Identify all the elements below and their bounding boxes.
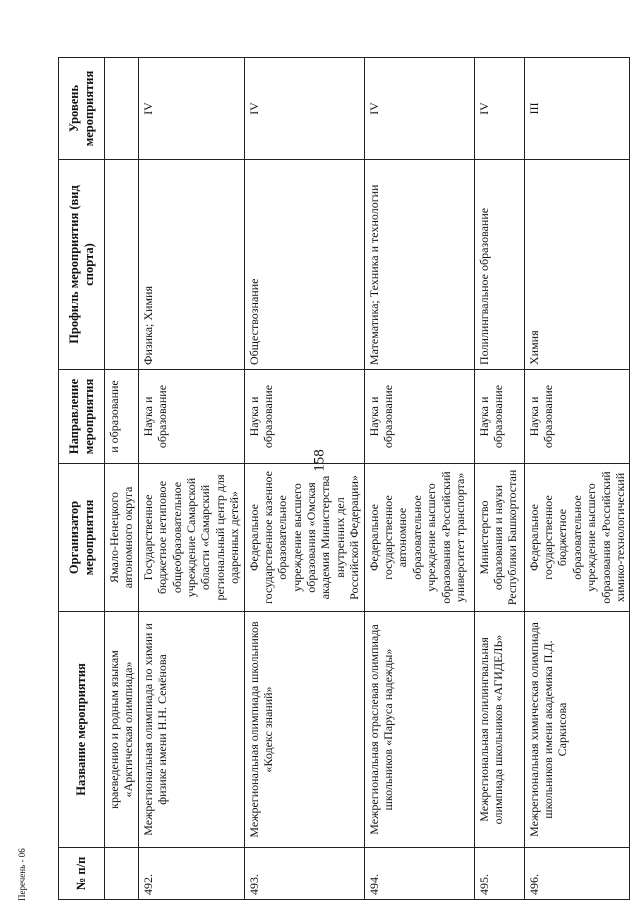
cell-level: IV bbox=[244, 58, 364, 160]
cell-level: III bbox=[524, 58, 630, 160]
table-region bbox=[58, 58, 627, 900]
cell-direction: Наука и образование bbox=[244, 370, 364, 464]
cell-profile: Полилингвальное образование bbox=[474, 160, 524, 370]
cell-number: 493. bbox=[244, 848, 364, 900]
header-level: Уровень мероприятия bbox=[59, 58, 105, 160]
header-profile: Профиль мероприятия (вид спорта) bbox=[59, 160, 105, 370]
header-organizer: Организатор мероприятия bbox=[59, 464, 105, 612]
table-row bbox=[364, 58, 474, 900]
table-row bbox=[524, 58, 630, 900]
cell-profile: Обществознание bbox=[244, 160, 364, 370]
header-number: № п/п bbox=[59, 848, 105, 900]
cell-number: 494. bbox=[364, 848, 474, 900]
cell-direction: Наука и образование bbox=[364, 370, 474, 464]
cell-event-name: Межрегиональная отраслевая олимпиада школьников «Паруса надежды» bbox=[364, 612, 474, 848]
table-row-continuation bbox=[105, 58, 139, 900]
table-row bbox=[244, 58, 364, 900]
cell-event-name: Межрегиональная полилингвальная олимпиада школьников «АГИДЕЛЬ» bbox=[474, 612, 524, 848]
cell-level: IV bbox=[364, 58, 474, 160]
cell-organizer: Федеральное государственное автономное образовательное учреждение высшего образования «Российский университет транспорта» bbox=[364, 464, 474, 612]
cell-event-name: Межрегиональная олимпиада школьников «Кодекс знаний» bbox=[244, 612, 364, 848]
header-event-name: Название мероприятия bbox=[59, 612, 105, 848]
cell-direction: Наука и образование bbox=[474, 370, 524, 464]
rotated-table-container bbox=[58, 58, 627, 900]
cell-profile: Математика; Техника и технологии bbox=[364, 160, 474, 370]
cell-organizer: Федеральное государственное бюджетное образовательное учреждение высшего образования «Российский химико-технологический bbox=[524, 464, 630, 612]
cell-direction: и образование bbox=[105, 370, 139, 464]
cell-level bbox=[105, 58, 139, 160]
header-direction: Направление мероприятия bbox=[59, 370, 105, 464]
table-row bbox=[138, 58, 244, 900]
cell-direction: Наука и образование bbox=[524, 370, 630, 464]
cell-profile: Химия bbox=[524, 160, 630, 370]
cell-level: IV bbox=[138, 58, 244, 160]
cell-organizer: Федеральное государственное казенное образовательное учреждение высшего образования «Омская академия Министерства внутренних дел Российской Федерации» bbox=[244, 464, 364, 612]
cell-organizer: Министерство образования и науки Республики Башкортостан bbox=[474, 464, 524, 612]
page-number: 158 bbox=[311, 449, 328, 472]
table-header-row bbox=[59, 58, 105, 900]
cell-direction: Наука и образование bbox=[138, 370, 244, 464]
footer-note: Перечень - 06 bbox=[17, 848, 27, 901]
cell-event-name: краеведению и родным языкам «Арктическая олимпиада» bbox=[105, 612, 139, 848]
table-row bbox=[474, 58, 524, 900]
cell-event-name: Межрегиональная олимпиада по химии и физике имени Н.Н. Семёнова bbox=[138, 612, 244, 848]
cell-organizer: Ямало-Ненецкого автономного округа bbox=[105, 464, 139, 612]
cell-number: 495. bbox=[474, 848, 524, 900]
cell-profile bbox=[105, 160, 139, 370]
events-table bbox=[58, 57, 630, 900]
cell-number: 496. bbox=[524, 848, 630, 900]
cell-number bbox=[105, 848, 139, 900]
cell-number: 492. bbox=[138, 848, 244, 900]
cell-event-name: Межрегиональная химическая олимпиада школьников имени академика П.Д. Саркисова bbox=[524, 612, 630, 848]
cell-profile: Физика; Химия bbox=[138, 160, 244, 370]
cell-organizer: Государственное бюджетное нетиповое общеобразовательное учреждение Самарской области «Самарский региональный центр для одаренных детей» bbox=[138, 464, 244, 612]
cell-level: IV bbox=[474, 58, 524, 160]
